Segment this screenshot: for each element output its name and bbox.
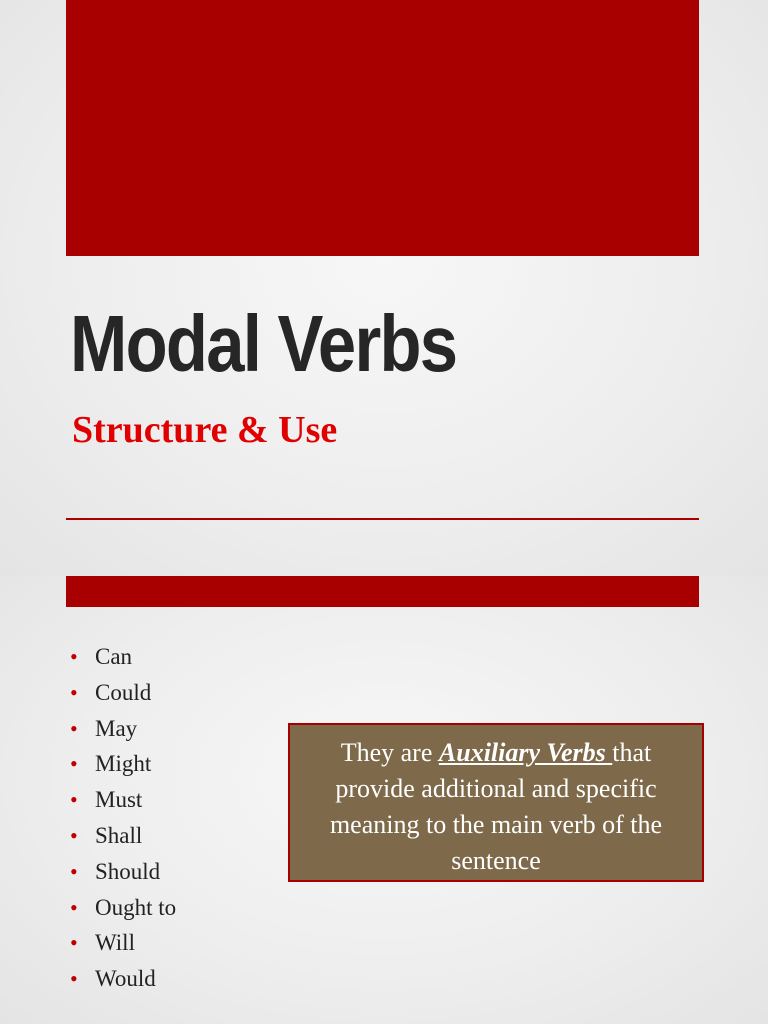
list-item-label: Should	[95, 858, 161, 884]
bullet-icon: •	[70, 644, 78, 669]
header-red-block	[66, 0, 699, 256]
list-item	[70, 747, 176, 783]
bullet-icon: •	[70, 751, 78, 777]
bullet-icon: •	[70, 858, 78, 884]
list-item-label: Ought to	[95, 894, 177, 920]
definition-suffix: that provide additional and specific meaning to the main verb of the sentence	[329, 738, 663, 875]
definition-emphasis: Auxiliary Verbs	[438, 738, 613, 767]
bullet-icon: •	[70, 787, 78, 813]
list-item-label: Might	[95, 751, 152, 777]
bullet-icon: •	[70, 822, 78, 848]
list-item	[70, 676, 176, 712]
header-red-block	[66, 576, 699, 607]
list-item-label: Would	[95, 966, 156, 992]
slide-subtitle: Structure & Use	[72, 409, 338, 451]
list-item	[70, 855, 176, 891]
list-item-label: Could	[95, 679, 152, 705]
definition-prefix: They are	[340, 738, 439, 767]
list-item	[70, 712, 176, 748]
definition-box	[288, 723, 704, 882]
bullet-icon: •	[70, 679, 78, 705]
modal-verb-list	[70, 640, 176, 998]
title-divider	[66, 518, 699, 520]
slide-title-text: Modal Verbs	[70, 299, 457, 388]
list-item	[70, 926, 176, 962]
bullet-icon: •	[70, 930, 78, 956]
bullet-icon: •	[70, 966, 78, 992]
list-item-label: Must	[95, 787, 143, 813]
bullet-icon: •	[70, 715, 78, 741]
list-item-label: Can	[95, 644, 133, 669]
list-item	[70, 783, 176, 819]
list-item	[70, 962, 176, 998]
bullet-icon: •	[70, 894, 78, 920]
list-item	[70, 891, 176, 927]
list-item-label: May	[95, 715, 138, 741]
list-item	[70, 819, 176, 855]
list-item	[70, 640, 176, 676]
list-item-label: Shall	[95, 822, 143, 848]
list-item-label: Will	[95, 930, 135, 956]
